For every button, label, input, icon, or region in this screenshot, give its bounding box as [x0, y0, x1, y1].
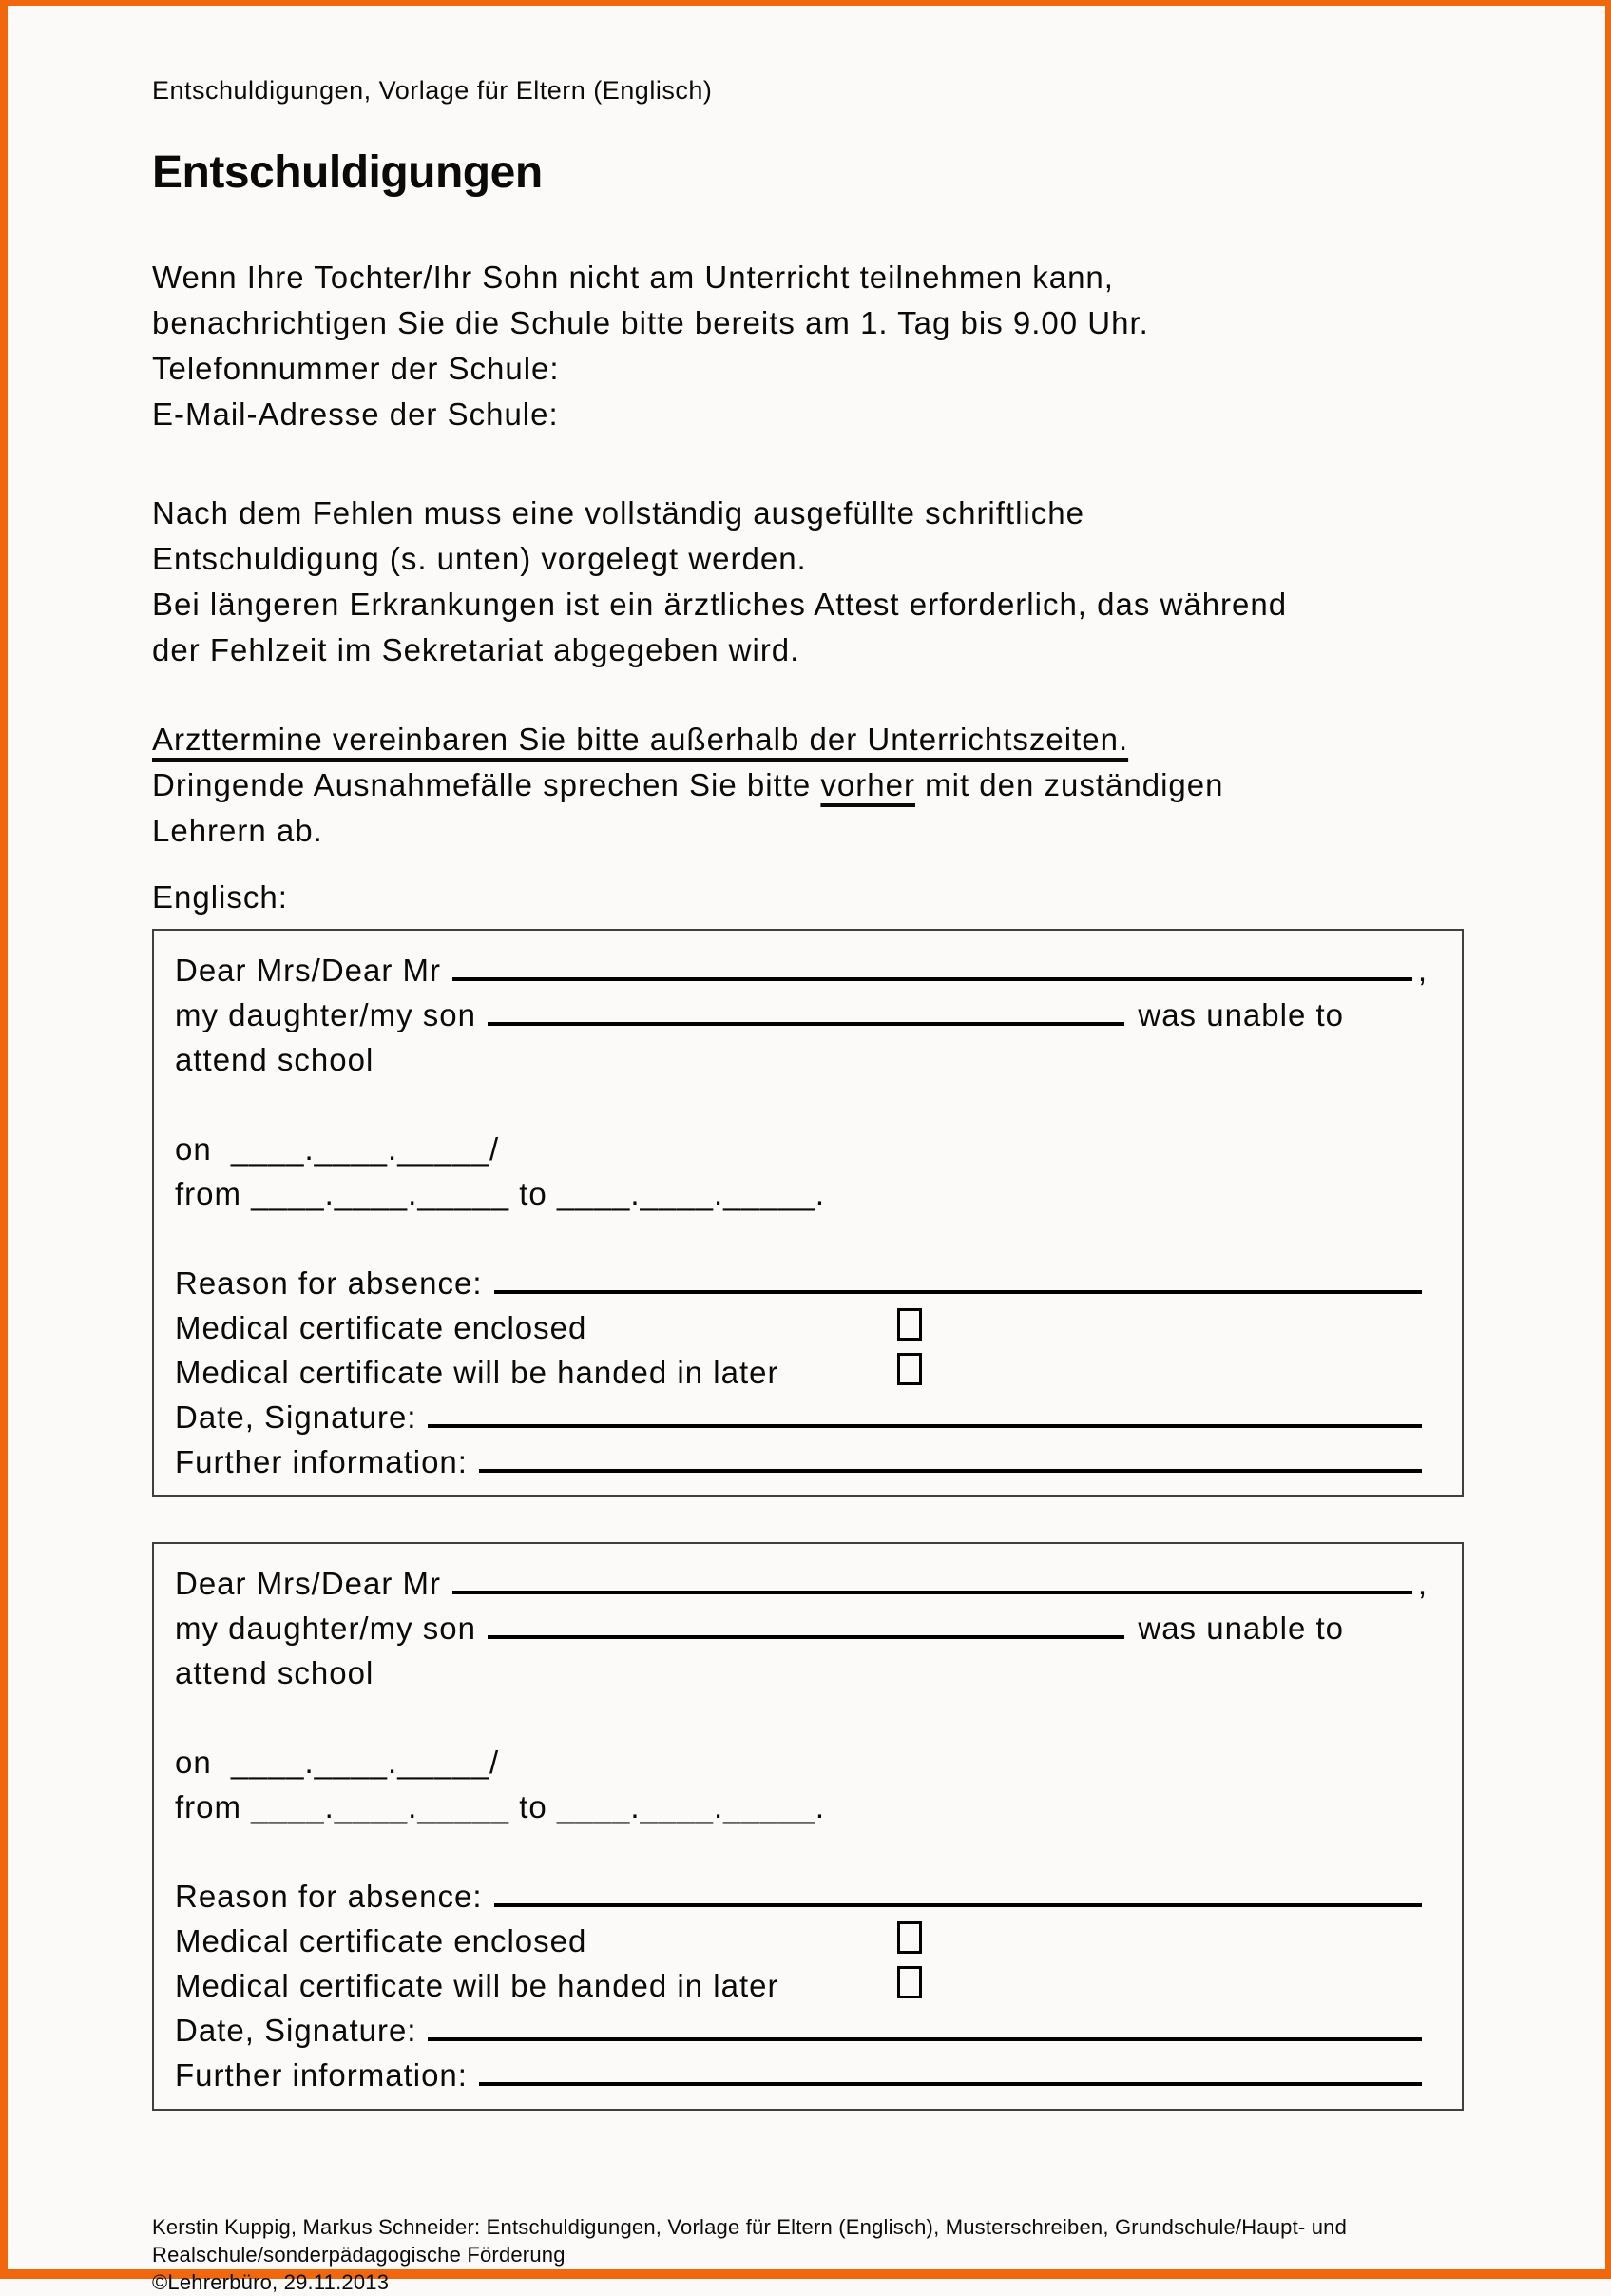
date-signature-row — [175, 1391, 1428, 1436]
child-name-blank-line — [488, 1021, 1124, 1026]
attend-school-text: attend school — [175, 1655, 374, 1690]
appointments-line-3: Lehrern ab. — [152, 813, 323, 848]
footer-line-3: ©Lehrerbüro, 29.11.2013 — [152, 2270, 390, 2294]
attend-school-text: attend school — [175, 1042, 374, 1077]
further-information-label: Further information: — [175, 1444, 468, 1479]
intro-line-2: benachrichtigen Sie die Schule bitte bereits am 1. Tag bis 9.00 Uhr. — [152, 305, 1149, 340]
certificate-enclosed-row — [175, 1915, 1428, 1959]
dear-label: Dear Mrs/Dear Mr — [175, 1566, 442, 1601]
reason-label: Reason for absence: — [175, 1879, 483, 1914]
dear-comma: , — [1417, 1566, 1428, 1601]
daughter-row — [175, 1602, 1428, 1647]
from-to-text: from ____.____._____ to ____.____._____. — [175, 1789, 826, 1824]
child-name-blank-line — [488, 1634, 1124, 1639]
signature-blank-line — [428, 2036, 1422, 2041]
dear-row — [175, 944, 1428, 989]
intro-line-4: E-Mail-Adresse der Schule: — [152, 396, 559, 432]
dear-label: Dear Mrs/Dear Mr — [175, 953, 442, 988]
on-date-text: on ____.____._____/ — [175, 1745, 500, 1780]
excuse-form-box-1 — [152, 929, 1464, 1497]
appointments-line-1 — [152, 717, 1483, 762]
document-header: Entschuldigungen, Vorlage für Eltern (Englisch) — [152, 76, 713, 105]
intro-paragraph — [152, 255, 1483, 437]
further-information-label: Further information: — [175, 2057, 468, 2093]
checkbox-icon — [897, 1921, 922, 1954]
appointments-line-2 — [152, 762, 1483, 808]
from-to-row — [175, 1167, 1428, 1212]
certificate-enclosed-label: Medical certificate enclosed — [175, 1310, 587, 1345]
page-content — [8, 6, 1483, 2296]
reason-row — [175, 1257, 1428, 1302]
from-to-text: from ____.____._____ to ____.____._____. — [175, 1176, 826, 1211]
was-unable-text: was unable to — [1138, 997, 1344, 1032]
appointments-line2-suffix: mit den zuständigen — [914, 767, 1224, 802]
further-information-blank-line — [479, 2081, 1422, 2086]
daughter-label: my daughter/my son — [175, 997, 476, 1032]
footer-line-1: Kerstin Kuppig, Markus Schneider: Entschuldigungen, Vorlage für Eltern (Englisch), Musterschreiben, Grundschule/Haupt- und — [152, 2215, 1348, 2239]
dear-row — [175, 1557, 1428, 1602]
further-information-row — [175, 1436, 1428, 1480]
blank-row — [175, 1078, 1428, 1123]
blank-row — [175, 1691, 1428, 1736]
certificate-later-label: Medical certificate will be handed in later — [175, 1968, 779, 2003]
appointments-line2-prefix: Dringende Ausnahmefälle sprechen Sie bitte — [152, 767, 821, 802]
on-date-row — [175, 1736, 1428, 1781]
signature-blank-line — [428, 1423, 1422, 1428]
rules-line-4: der Fehlzeit im Sekretariat abgegeben wird. — [152, 632, 800, 667]
date-signature-label: Date, Signature: — [175, 1399, 417, 1435]
certificate-enclosed-label: Medical certificate enclosed — [175, 1923, 587, 1958]
appointments-underlined-sentence: Arzttermine vereinbaren Sie bitte außerhalb der Unterrichtszeiten. — [152, 722, 1129, 757]
rules-paragraph — [152, 491, 1483, 673]
appointments-paragraph — [152, 717, 1483, 854]
certificate-later-label: Medical certificate will be handed in later — [175, 1355, 779, 1390]
reason-label: Reason for absence: — [175, 1265, 483, 1301]
checkbox-icon — [897, 1966, 922, 1998]
section-label-english: Englisch: — [152, 879, 288, 915]
intro-line-3: Telefonnummer der Schule: — [152, 351, 560, 386]
footer-line-2: Realschule/sonderpädagogische Förderung — [152, 2243, 566, 2267]
intro-line-1: Wenn Ihre Tochter/Ihr Sohn nicht am Unterricht teilnehmen kann, — [152, 260, 1114, 295]
further-information-row — [175, 2049, 1428, 2093]
reason-blank-line — [494, 1902, 1422, 1907]
reason-blank-line — [494, 1289, 1422, 1294]
on-date-row — [175, 1123, 1428, 1167]
rules-line-2: Entschuldigung (s. unten) vorgelegt werden. — [152, 541, 807, 576]
rules-line-1: Nach dem Fehlen muss eine vollständig ausgefüllte schriftliche — [152, 495, 1084, 531]
page-title: Entschuldigungen — [152, 147, 543, 198]
dear-comma: , — [1417, 953, 1428, 988]
reason-row — [175, 1870, 1428, 1915]
certificate-later-row — [175, 1959, 1428, 2004]
daughter-row — [175, 989, 1428, 1033]
was-unable-text: was unable to — [1138, 1611, 1344, 1646]
date-signature-row — [175, 2004, 1428, 2049]
checkbox-icon — [897, 1353, 922, 1385]
excuse-form-box-2 — [152, 1542, 1464, 2111]
checkbox-icon — [897, 1308, 922, 1341]
certificate-later-row — [175, 1346, 1428, 1391]
footer-credits — [152, 2213, 1483, 2296]
date-signature-label: Date, Signature: — [175, 2013, 417, 2048]
on-date-text: on ____.____._____/ — [175, 1131, 500, 1167]
name-blank-line — [452, 1590, 1412, 1594]
rules-line-3: Bei längeren Erkrankungen ist ein ärztliches Attest erforderlich, das während — [152, 587, 1288, 622]
appointments-line2-underlined-word: vorher — [820, 767, 915, 802]
name-blank-line — [452, 976, 1412, 981]
blank-row — [175, 1825, 1428, 1870]
certificate-enclosed-row — [175, 1302, 1428, 1346]
blank-row — [175, 1212, 1428, 1257]
attend-school-row — [175, 1647, 1428, 1691]
further-information-blank-line — [479, 1468, 1422, 1473]
attend-school-row — [175, 1033, 1428, 1078]
from-to-row — [175, 1781, 1428, 1825]
daughter-label: my daughter/my son — [175, 1611, 476, 1646]
